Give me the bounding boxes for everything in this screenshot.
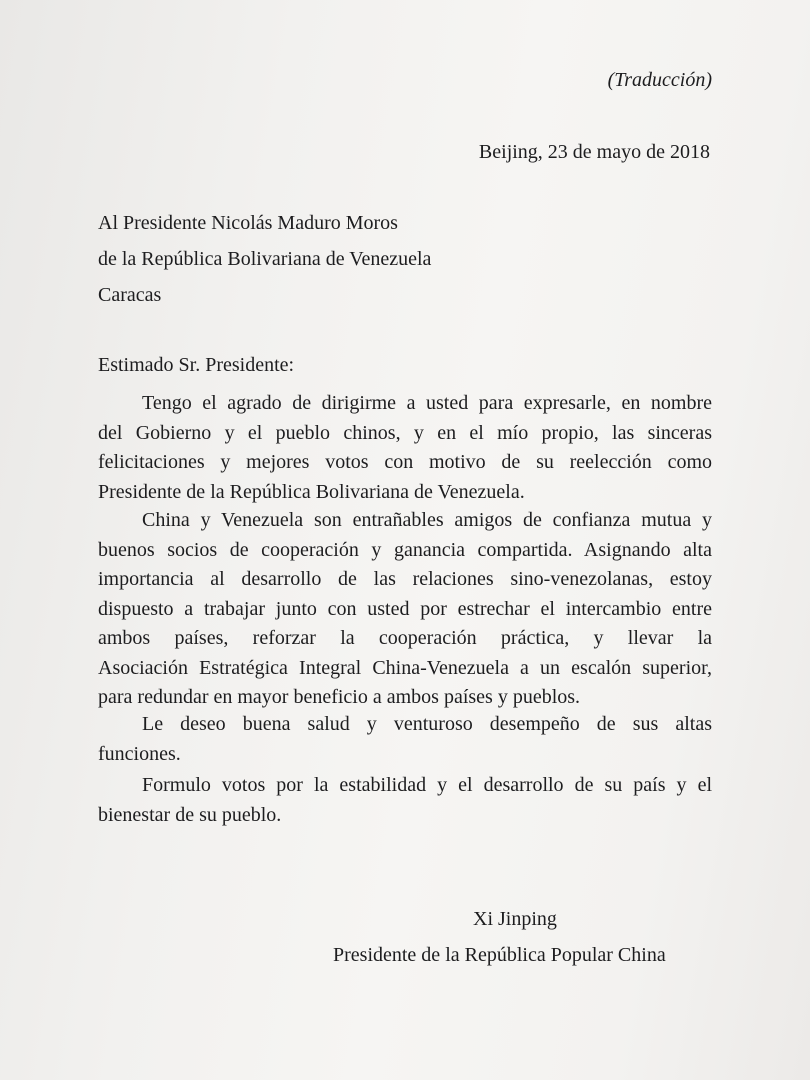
paragraph-line: China y Venezuela son entrañables amigos de confianza mutua y <box>142 509 712 531</box>
translation-note: (Traducción) <box>607 69 712 91</box>
paragraph-line: funciones. <box>98 742 181 765</box>
paragraph-line: felicitaciones y mejores votos con motivo de su reelección como <box>98 451 712 473</box>
recipient-line-3: Caracas <box>98 284 162 306</box>
salutation: Estimado Sr. Presidente: <box>98 354 295 376</box>
paragraph-line: importancia al desarrollo de las relaciones sino-venezolanas, estoy <box>98 568 712 590</box>
paragraph-line: Presidente de la República Bolivariana de Venezuela. <box>98 480 525 503</box>
paragraph-line: buenos socios de cooperación y ganancia compartida. Asignando alta <box>98 538 712 561</box>
body-paragraph-2 <box>98 506 712 713</box>
body-paragraph-3 <box>98 710 712 769</box>
paragraph-line: dispuesto a trabajar junto con usted por estrechar el intercambio entre <box>98 597 712 620</box>
signature-name: Xi Jinping <box>473 908 557 930</box>
recipient-line-2: de la República Bolivariana de Venezuela <box>98 248 432 270</box>
paragraph-line: ambos países, reforzar la cooperación práctica, y llevar la <box>98 627 712 649</box>
paragraph-line: Le deseo buena salud y venturoso desempeño de sus altas <box>142 713 712 735</box>
paragraph-line: Asociación Estratégica Integral China-Venezuela a un escalón superior, <box>98 656 712 679</box>
paragraph-line: del Gobierno y el pueblo chinos, y en el mío propio, las sinceras <box>98 421 712 444</box>
body-paragraph-4 <box>98 771 712 830</box>
paragraph-line: para redundar en mayor beneficio a ambos países y pueblos. <box>98 686 581 708</box>
paragraph-line: Formulo votos por la estabilidad y el desarrollo de su país y el <box>142 774 712 796</box>
paragraph-line: Tengo el agrado de dirigirme a usted para expresarle, en nombre <box>142 392 712 414</box>
body-paragraph-1 <box>98 389 712 507</box>
recipient-line-1: Al Presidente Nicolás Maduro Moros <box>98 212 398 234</box>
paragraph-line: bienestar de su pueblo. <box>98 803 282 826</box>
signature-title: Presidente de la República Popular China <box>333 944 666 966</box>
place-and-date: Beijing, 23 de mayo de 2018 <box>478 141 710 163</box>
